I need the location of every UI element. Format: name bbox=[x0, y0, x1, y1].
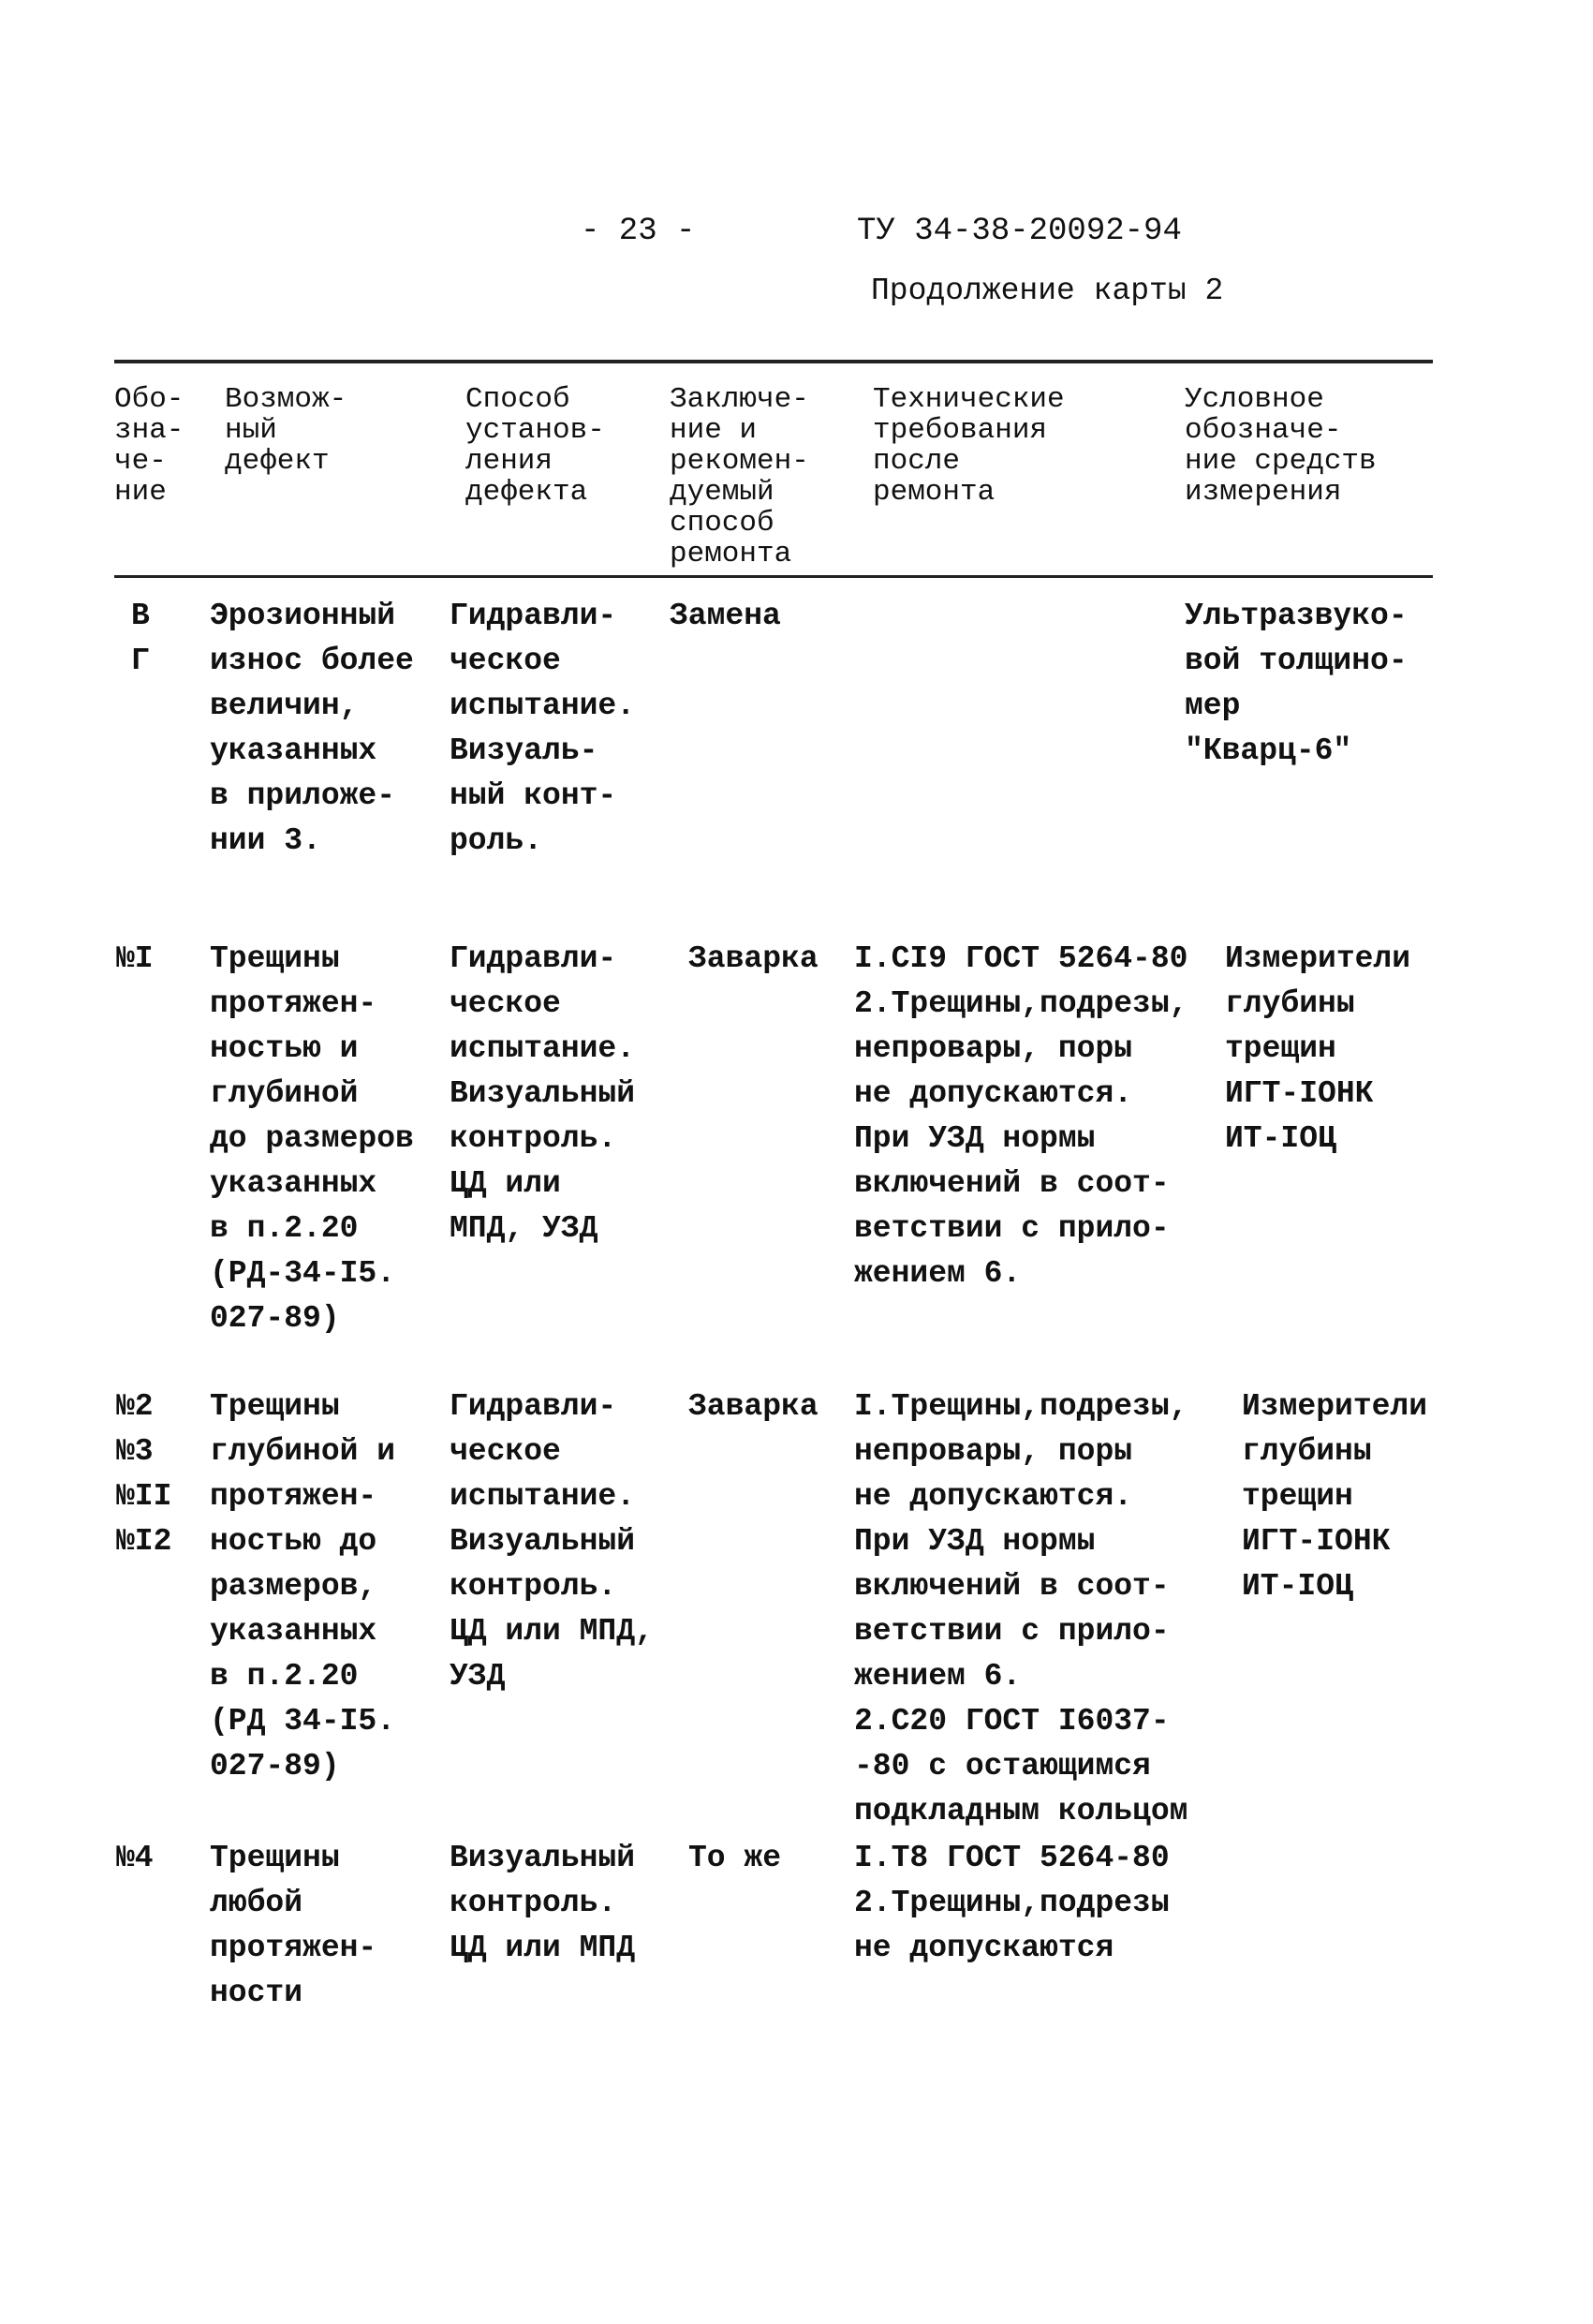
row1-designation: В Г bbox=[131, 599, 150, 678]
row3-requirements: I.Трещины,подрезы, непровары, поры не допускаются. При УЗД нормы включений в соот- ветствии с прило- жением 6. 2.С20 ГОСТ I6037- -80 с остающимся подкладным кольцом bbox=[854, 1389, 1188, 1828]
column-header-instruments: Условное обозначе- ние средств измерения bbox=[1185, 383, 1377, 509]
table-top-rule bbox=[114, 360, 1433, 363]
column-header-defect: Возмож- ный дефект bbox=[225, 383, 347, 478]
row4-method: Визуальный контроль. ЦД или МПД bbox=[450, 1841, 636, 1965]
continuation-note: Продолжение карты 2 bbox=[871, 274, 1224, 308]
row2-repair: Заварка bbox=[688, 941, 819, 976]
row4-designation: №4 bbox=[116, 1841, 154, 1875]
row3-designation: №2 №3 №II №I2 bbox=[116, 1389, 172, 1559]
row3-repair: Заварка bbox=[688, 1389, 819, 1424]
row4-repair: То же bbox=[688, 1841, 782, 1875]
row3-defect: Трещины глубиной и протяжен- ностью до размеров, указанных в п.2.20 (РД 34-I5. 027-89) bbox=[210, 1389, 396, 1784]
row2-designation: №I bbox=[116, 941, 154, 976]
row1-defect: Эрозионный износ более величин, указанных в приложе- нии 3. bbox=[210, 599, 414, 858]
row2-instruments: Измерители глубины трещин ИГТ-IОНК ИТ-IОЦ bbox=[1225, 941, 1411, 1156]
row1-instruments: Ультразвуко- вой толщино- мер "Кварц-6" bbox=[1185, 599, 1408, 768]
row2-requirements: I.CI9 ГОСТ 5264-80 2.Трещины,подрезы, непровары, поры не допускаются. При УЗД нормы включений в соот- ветствии с прило- жением 6. bbox=[854, 941, 1188, 1291]
row1-repair: Замена bbox=[670, 599, 781, 633]
column-header-designation: Обо- зна- че- ние bbox=[114, 383, 184, 509]
row1-method: Гидравли- ческое испытание. Визуаль- ный конт- роль. bbox=[450, 599, 636, 858]
row3-instruments: Измерители глубины трещин ИГТ-IОНК ИТ-IОЦ bbox=[1242, 1389, 1428, 1604]
header-bottom-rule bbox=[114, 575, 1433, 578]
row4-requirements: I.Т8 ГОСТ 5264-80 2.Трещины,подрезы не допускаются bbox=[854, 1841, 1170, 1965]
document-code: ТУ 34-38-20092-94 bbox=[857, 214, 1182, 249]
column-header-requirements: Технические требования после ремонта bbox=[873, 383, 1065, 509]
row2-method: Гидравли- ческое испытание. Визуальный контроль. ЦД или МПД, УЗД bbox=[450, 941, 636, 1246]
column-header-method: Способ установ- ления дефекта bbox=[465, 383, 605, 509]
row3-method: Гидравли- ческое испытание. Визуальный контроль. ЦД или МПД, УЗД bbox=[450, 1389, 654, 1694]
page-number: - 23 - bbox=[581, 214, 696, 249]
row2-defect: Трещины протяжен- ностью и глубиной до размеров указанных в п.2.20 (РД-34-I5. 027-89) bbox=[210, 941, 414, 1336]
row4-defect: Трещины любой протяжен- ности bbox=[210, 1841, 377, 2010]
column-header-repair: Заключе- ние и рекомен- дуемый способ ремонта bbox=[670, 383, 809, 570]
